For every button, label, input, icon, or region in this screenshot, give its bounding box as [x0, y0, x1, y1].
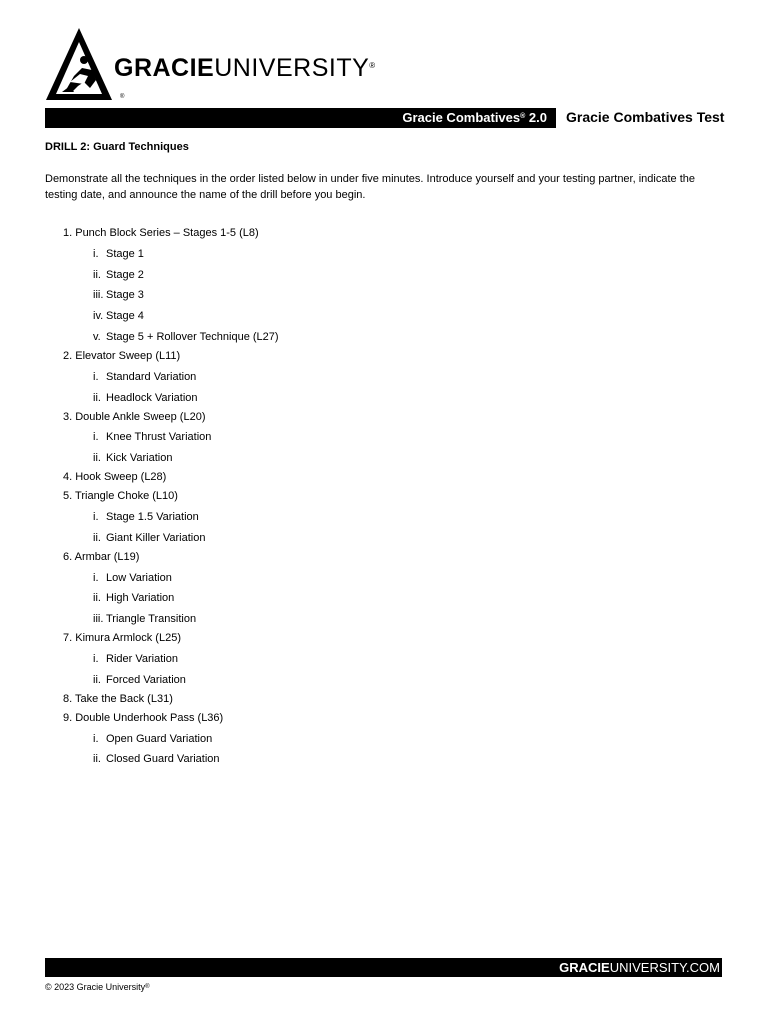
header-bar: [45, 108, 556, 128]
technique-variation: [63, 391, 703, 405]
variation-number: iii.: [93, 613, 104, 626]
footer-url-bold: GRACIE: [559, 960, 610, 975]
technique-variation: [63, 652, 703, 666]
header-bar-mark: ®: [520, 113, 526, 120]
header-bar-brand: Gracie Combatives: [402, 110, 521, 125]
technique-label: 8. Take the Back (L31): [63, 692, 173, 705]
copyright: [45, 982, 150, 993]
variation-number: v.: [93, 330, 101, 343]
variation-number: i.: [93, 732, 99, 745]
technique-item: [63, 711, 703, 767]
variation-number: ii.: [93, 268, 101, 281]
variation-label: Stage 5 + Rollover Technique (L27): [106, 330, 279, 343]
technique-variation: [63, 288, 703, 302]
variation-number: i.: [93, 571, 99, 584]
variation-number: iv.: [93, 310, 104, 323]
technique-variation: [63, 673, 703, 687]
technique-variation: [63, 510, 703, 524]
footer-url-regular: UNIVERSITY.COM: [609, 960, 720, 975]
variation-label: Low Variation: [106, 571, 172, 584]
logo-icon-registered-mark: ®: [120, 94, 125, 100]
variation-label: Giant Killer Variation: [106, 531, 206, 544]
variation-label: Triangle Transition: [106, 613, 197, 626]
technique-item: [63, 410, 703, 466]
variation-label: Forced Variation: [106, 673, 186, 686]
technique-variation: [63, 752, 703, 766]
copyright-text: © 2023 Gracie University: [45, 982, 146, 992]
technique-label: 1. Punch Block Series – Stages 1-5 (L8): [63, 227, 259, 239]
technique-variation: [63, 451, 703, 465]
variation-label: Stage 3: [106, 289, 144, 302]
header-bar-title: [402, 110, 547, 126]
variation-label: High Variation: [106, 592, 175, 605]
technique-variation: [63, 247, 703, 261]
variation-number: ii.: [93, 673, 101, 686]
technique-variation: [63, 571, 703, 585]
technique-item: [63, 470, 703, 484]
header-bar-version: 2.0: [528, 110, 547, 125]
variation-number: i.: [93, 652, 99, 665]
technique-label: 5. Triangle Choke (L10): [63, 490, 178, 503]
variation-label: Standard Variation: [106, 370, 197, 383]
fighters-triangle-logo-icon: [44, 26, 114, 102]
variation-number: i.: [93, 370, 99, 383]
drill-intro: Demonstrate all the techniques in the order listed below in under five minutes. Introduce yourself and your testing partner, indicate the testing date, and announce the name of the drill before you begin.: [45, 173, 695, 201]
technique-variation: [63, 330, 703, 344]
variation-number: i.: [93, 247, 99, 260]
variation-label: Kick Variation: [106, 452, 173, 465]
logo-brand-bold: GRACIE: [114, 54, 215, 82]
logo-wordmark: [114, 53, 376, 83]
technique-variation: [63, 732, 703, 746]
variation-number: iii.: [93, 289, 104, 302]
technique-label: 6. Armbar (L19): [63, 550, 140, 563]
variation-label: Closed Guard Variation: [106, 753, 220, 766]
variation-number: ii.: [93, 391, 101, 404]
logo-registered-mark: ®: [369, 61, 376, 70]
technique-label: 4. Hook Sweep (L28): [63, 471, 167, 484]
technique-label: 9. Double Underhook Pass (L36): [63, 711, 224, 724]
technique-item: [63, 550, 703, 626]
technique-variation: [63, 268, 703, 282]
technique-item: [63, 226, 703, 344]
technique-item: [63, 489, 703, 545]
technique-variation: [63, 612, 703, 626]
gracie-university-logo: [44, 26, 384, 106]
technique-item: [63, 349, 703, 405]
page-title: Gracie Combatives Test: [566, 109, 725, 125]
technique-variation: [63, 309, 703, 323]
variation-label: Stage 2: [106, 268, 144, 281]
variation-label: Stage 1: [106, 247, 144, 260]
logo-brand-regular: UNIVERSITY: [214, 54, 370, 82]
technique-item: [63, 692, 703, 706]
variation-number: ii.: [93, 452, 101, 465]
technique-variation: [63, 370, 703, 384]
variation-number: i.: [93, 510, 99, 523]
variation-number: ii.: [93, 531, 101, 544]
variation-label: Stage 1.5 Variation: [106, 510, 199, 523]
variation-number: ii.: [93, 753, 101, 766]
technique-label: 3. Double Ankle Sweep (L20): [63, 410, 206, 423]
variation-number: i.: [93, 431, 99, 444]
technique-variation: [63, 591, 703, 605]
technique-item: [63, 631, 703, 687]
technique-label: 2. Elevator Sweep (L11): [63, 349, 181, 362]
variation-label: Open Guard Variation: [106, 732, 213, 745]
technique-variation: [63, 430, 703, 444]
footer-url: [559, 959, 720, 976]
copyright-mark: ®: [145, 984, 150, 990]
footer-bar: [45, 958, 722, 977]
variation-number: ii.: [93, 592, 101, 605]
variation-label: Knee Thrust Variation: [106, 431, 212, 444]
technique-list: [63, 226, 703, 771]
technique-variation: [63, 531, 703, 545]
variation-label: Headlock Variation: [106, 391, 198, 404]
variation-label: Rider Variation: [106, 652, 178, 665]
technique-label: 7. Kimura Armlock (L25): [63, 632, 181, 645]
drill-title: DRILL 2: Guard Techniques: [45, 141, 189, 153]
variation-label: Stage 4: [106, 310, 144, 323]
